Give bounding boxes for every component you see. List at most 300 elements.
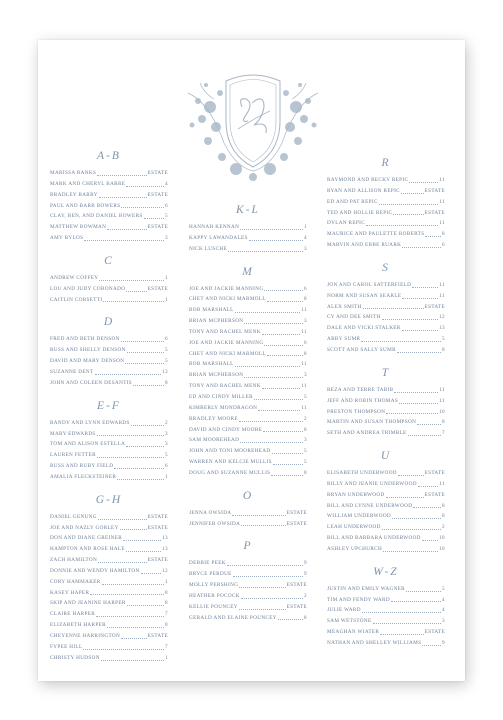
table-assignment: ESTATE — [424, 629, 445, 636]
dot-leader — [272, 453, 304, 454]
dot-leader — [393, 214, 423, 215]
dot-leader — [107, 627, 164, 628]
guest-row — [327, 407, 445, 418]
table-assignment: 8 — [304, 614, 307, 621]
dot-leader — [262, 388, 301, 389]
table-assignment: 9 — [442, 640, 445, 646]
table-assignment: 6 — [442, 242, 445, 249]
table-assignment: 5 — [442, 585, 445, 592]
guest-name: SAM WETSTONE — [327, 618, 372, 625]
guest-row — [327, 302, 445, 313]
table-assignment: 10 — [439, 535, 445, 542]
guest-name: ANDREW COFFEY — [50, 274, 99, 281]
dot-leader — [417, 424, 441, 425]
guest-name: AMALIA FLECKSTEINER — [50, 473, 117, 480]
table-assignment: 2 — [165, 419, 168, 426]
guest-row — [50, 201, 168, 212]
guest-row — [189, 613, 307, 624]
dot-leader — [418, 486, 439, 487]
crest-monogram-icon — [180, 63, 326, 187]
guest-row — [327, 533, 445, 544]
dot-leader — [239, 587, 285, 588]
table-assignment: 6 — [165, 202, 168, 209]
table-assignment: 3 — [304, 372, 307, 379]
guest-row — [327, 417, 445, 428]
guest-row — [50, 295, 168, 306]
table-assignment: 3 — [165, 430, 168, 437]
table-assignment: ESTATE — [147, 170, 168, 176]
table-assignment: ESTATE — [424, 470, 445, 477]
guest-name: BRYCE PERDUE — [189, 571, 232, 578]
dot-leader — [125, 363, 164, 364]
guest-name: DYLAN REPIC — [327, 220, 366, 227]
dot-leader — [141, 573, 162, 574]
letter-group — [50, 150, 168, 244]
table-assignment: ESTATE — [286, 603, 307, 610]
table-assignment: 6 — [165, 463, 168, 470]
guest-row — [189, 244, 307, 255]
dot-leader — [107, 229, 146, 230]
guest-name: ZACH HAMILTON — [50, 557, 98, 564]
guest-name: ELIZABETH HARPER — [50, 622, 106, 629]
guest-row — [327, 428, 445, 439]
dot-leader — [383, 551, 438, 552]
guest-row — [50, 273, 168, 284]
table-assignment: ESTATE — [286, 520, 307, 527]
guest-row — [189, 580, 307, 591]
dot-leader — [84, 240, 164, 241]
dot-leader — [126, 186, 164, 187]
guest-name: JOE AND JACKIE MANNING — [189, 285, 264, 292]
dot-leader — [127, 605, 164, 606]
dot-leader — [90, 594, 164, 595]
dot-leader — [127, 352, 164, 353]
dot-leader — [422, 540, 438, 541]
dot-leader — [394, 392, 438, 393]
table-assignment: 5 — [304, 448, 307, 455]
guest-name: CHET AND NICKI MARMOLL — [189, 350, 266, 357]
guest-row — [189, 508, 307, 519]
guest-row — [50, 450, 168, 461]
letter-group — [327, 367, 445, 439]
guest-row — [189, 425, 307, 436]
guest-row — [189, 284, 307, 295]
guest-row — [189, 222, 307, 233]
guest-row — [189, 381, 307, 392]
table-assignment: 5 — [165, 347, 168, 354]
table-assignment: 4 — [442, 596, 445, 603]
guest-name: PRESTON THOMPSON — [327, 408, 386, 415]
dot-leader — [264, 345, 303, 346]
guest-row — [327, 605, 445, 616]
table-assignment: 11 — [439, 281, 445, 288]
dot-leader — [271, 475, 303, 476]
dot-leader — [399, 403, 438, 404]
guest-name: MAURICE AND PAULETTE ROBERTS — [327, 231, 425, 238]
table-assignment: 2 — [304, 592, 307, 599]
dot-leader — [391, 601, 441, 602]
dot-leader — [241, 598, 303, 599]
table-assignment: ESTATE — [147, 557, 168, 564]
dot-leader — [363, 308, 424, 309]
table-assignment: 12 — [162, 567, 168, 574]
guest-row — [50, 609, 168, 620]
letter-heading: P — [243, 540, 253, 553]
guest-row — [327, 490, 445, 501]
table-assignment: 5 — [165, 213, 168, 220]
dot-leader — [239, 421, 303, 422]
table-assignment: 8 — [165, 600, 168, 607]
dot-leader — [123, 540, 161, 541]
table-assignment: 8 — [442, 346, 445, 353]
guest-name: LOU AND JUDY CORONADO — [50, 285, 126, 292]
dot-leader — [409, 182, 438, 183]
dot-leader — [228, 251, 303, 252]
table-assignment: ESTATE — [424, 303, 445, 310]
dot-leader — [362, 612, 441, 613]
table-assignment: 3 — [304, 318, 307, 325]
guest-name: SCOTT AND SALLY SUMR — [327, 346, 396, 353]
guest-row — [189, 602, 307, 613]
guest-name: WARREN AND KELCIE MULLIS — [189, 459, 272, 466]
dot-leader — [380, 634, 423, 635]
guest-name: JULIE WARD — [327, 607, 361, 614]
dot-leader — [412, 287, 438, 288]
dot-leader — [379, 204, 439, 205]
guest-name: PAUL AND BARB BOWERS — [50, 202, 121, 209]
dot-leader — [103, 301, 164, 302]
table-assignment: 8 — [304, 296, 307, 303]
dot-leader — [126, 551, 161, 552]
dot-leader — [101, 660, 164, 661]
guest-name: JOHN AND COLEEN DESANTIS — [50, 379, 133, 386]
table-assignment: ESTATE — [286, 509, 307, 516]
dot-leader — [97, 457, 164, 458]
letter-heading: T — [381, 366, 391, 379]
dot-leader — [361, 341, 441, 342]
guest-name: DOUG AND SUZANNE MULLIS — [189, 469, 271, 476]
guest-row — [327, 627, 445, 638]
dot-leader — [373, 623, 442, 624]
letter-heading: W-Z — [373, 565, 399, 578]
guest-name: DAVID AND CINDY MOORE — [189, 426, 263, 433]
table-assignment: 1 — [165, 274, 168, 281]
guest-name: SETH AND ANDREA TRIMBLE — [327, 430, 407, 437]
dot-leader — [117, 479, 164, 480]
table-assignment: 8 — [442, 513, 445, 520]
table-assignment: 3 — [304, 245, 307, 252]
guest-row — [189, 370, 307, 381]
table-assignment: 5 — [165, 358, 168, 365]
table-assignment: 13 — [162, 535, 168, 542]
table-assignment: 11 — [301, 307, 307, 314]
guest-row — [189, 591, 307, 602]
guest-row — [50, 429, 168, 440]
guest-name: CHEYENNE HARRINGTON — [50, 633, 121, 639]
table-assignment: 5 — [165, 452, 168, 459]
guest-name: AMY BYLOS — [50, 235, 84, 242]
guest-row — [327, 468, 445, 479]
dot-leader — [278, 619, 303, 620]
dot-leader — [239, 609, 286, 610]
guest-name: MATTHEW BOWMAN — [50, 224, 107, 231]
table-assignment: ESTATE — [424, 209, 445, 216]
guest-row — [50, 334, 168, 345]
table-assignment: 7 — [442, 430, 445, 437]
guest-row — [189, 435, 307, 446]
dot-leader — [144, 218, 164, 219]
guest-name: CHET AND NICKI MARMOLL — [189, 296, 266, 303]
guest-row — [50, 190, 168, 201]
dot-leader — [95, 374, 162, 375]
guest-name: MARISSA BANKS — [50, 170, 97, 176]
dot-leader — [240, 442, 303, 443]
guest-name: MARK AND CHERYL BARRE — [50, 180, 126, 187]
guest-row — [50, 523, 168, 534]
dot-leader — [235, 366, 301, 367]
letter-heading: C — [104, 254, 114, 267]
dot-leader — [126, 291, 146, 292]
guest-name: HEATHER POCOCK — [189, 592, 240, 599]
guest-row — [327, 345, 445, 356]
table-assignment: 1 — [165, 578, 168, 585]
guest-name: JOE AND NAZLY GORLEY — [50, 524, 119, 531]
guest-row — [189, 468, 307, 479]
guest-row — [189, 446, 307, 457]
guest-name: BILLY AND JEANIE UNDERWOOD — [327, 480, 417, 487]
table-assignment: 4 — [442, 607, 445, 614]
guest-name: JEFF AND ROBIN THOMAS — [327, 397, 399, 404]
table-assignment: 8 — [165, 379, 168, 386]
guest-row — [189, 327, 307, 338]
guest-name: KASEY HAPER — [50, 589, 90, 596]
guest-row — [50, 461, 168, 472]
table-assignment: 11 — [439, 177, 445, 183]
guest-name: REZA AND TERRE TABIB — [327, 386, 394, 393]
guest-name: CAITLIN CORSETTI — [50, 296, 103, 303]
guest-row — [327, 280, 445, 291]
dot-leader — [402, 298, 438, 299]
guest-row — [189, 305, 307, 316]
guest-name: RYAN AND ALLISON REPIC — [327, 187, 400, 194]
dot-leader — [97, 435, 164, 436]
guest-row — [50, 233, 168, 244]
guest-row — [327, 229, 445, 240]
guest-name: RUSS AND SHELLY DENSON — [50, 347, 126, 354]
dot-leader — [96, 616, 164, 617]
table-assignment: 1 — [165, 654, 168, 661]
guest-row — [50, 284, 168, 295]
table-assignment: ESTATE — [147, 633, 168, 639]
dot-leader — [392, 518, 441, 519]
table-assignment: 1 — [165, 296, 168, 303]
guest-row — [327, 479, 445, 490]
guest-name: DALE AND VICKI STALKER — [327, 325, 401, 332]
dot-leader — [126, 446, 164, 447]
guest-name: NATHAN AND SHELLEY WILLIAMS — [327, 640, 422, 646]
guest-row — [327, 334, 445, 345]
guest-row — [50, 345, 168, 356]
guest-row — [50, 367, 168, 378]
dot-leader — [402, 330, 438, 331]
table-assignment: 8 — [165, 622, 168, 629]
dot-leader — [425, 236, 441, 237]
letter-heading: O — [242, 489, 254, 502]
guest-name: SUZANNE DENT — [50, 368, 94, 375]
guest-row — [50, 631, 168, 642]
table-assignment: 5 — [304, 459, 307, 466]
guest-row — [50, 544, 168, 555]
table-assignment: 13 — [162, 546, 168, 553]
table-assignment: 2 — [304, 415, 307, 422]
guest-row — [189, 403, 307, 414]
table-assignment: 2 — [442, 524, 445, 531]
guest-row — [50, 588, 168, 599]
dot-leader — [249, 240, 303, 241]
table-assignment: 10 — [439, 408, 445, 415]
letter-heading: M — [242, 265, 254, 278]
guest-name: CY AND DEE SMITH — [327, 314, 381, 321]
guest-row — [327, 385, 445, 396]
table-assignment: 1 — [165, 473, 168, 480]
guest-name: JUSTIN AND EMILY WAGNER — [327, 585, 405, 592]
letter-group — [189, 490, 307, 530]
guest-row — [189, 349, 307, 360]
dot-leader — [401, 193, 424, 194]
guest-row — [50, 168, 168, 179]
guest-name: DON AND DIANE GREINER — [50, 535, 123, 542]
guest-row — [50, 653, 168, 664]
dot-leader — [240, 229, 303, 230]
letter-heading: G-H — [95, 493, 123, 506]
dot-leader — [406, 591, 441, 592]
guest-row — [327, 616, 445, 627]
guest-name: BRYAN UNDERWOOD — [327, 491, 385, 498]
dot-leader — [366, 225, 438, 226]
letter-group — [50, 494, 168, 664]
table-assignment: 8 — [442, 502, 445, 509]
guest-name: KELLIE POUNCEY — [189, 603, 238, 610]
guest-row — [327, 240, 445, 251]
table-assignment: 11 — [439, 220, 445, 227]
dot-leader — [386, 497, 424, 498]
guest-name: DANIEL GENUNG — [50, 513, 97, 520]
dot-leader — [98, 519, 147, 520]
guest-row — [189, 558, 307, 569]
guest-name: RANDY AND LYNN EDWARDS — [50, 419, 130, 426]
guest-name: SKIP AND JEANINE HARPER — [50, 600, 126, 607]
table-assignment: 8 — [442, 231, 445, 238]
guest-row — [189, 294, 307, 305]
guest-row — [327, 208, 445, 219]
guest-name: JON AND CAROL SATTERFIELD — [327, 281, 412, 288]
guest-name: BOB MARSHALL — [189, 361, 234, 368]
guest-name: DAVID AND MARY DENSON — [50, 358, 125, 365]
letter-heading: D — [103, 316, 115, 329]
letter-group — [189, 204, 307, 255]
guest-row — [327, 544, 445, 555]
letter-heading: S — [382, 261, 390, 274]
guest-name: LEAH UNDERWOOD — [327, 524, 381, 531]
guest-row — [50, 378, 168, 389]
guest-name: DEBBIE PEEK — [189, 560, 226, 567]
guest-row — [327, 175, 445, 186]
guest-name: TIM AND FENDY WARD — [327, 596, 390, 603]
guest-name: CORY HAMMAKER — [50, 578, 101, 585]
guest-row — [189, 233, 307, 244]
guest-name: JENNIFER OWSIDA — [189, 520, 241, 527]
guest-name: MEAGHAN WIATER — [327, 629, 380, 636]
guest-row — [189, 392, 307, 403]
table-assignment: 6 — [165, 336, 168, 343]
letter-heading: E-F — [97, 399, 121, 412]
guest-name: LAUREN FETTER — [50, 452, 96, 459]
dot-leader — [121, 341, 164, 342]
guest-row — [189, 359, 307, 370]
guest-name: TOM AND ALISON ESTELLA — [50, 441, 126, 448]
dot-leader — [97, 175, 146, 176]
guest-row — [327, 291, 445, 302]
table-assignment: 5 — [442, 336, 445, 343]
dot-leader — [244, 323, 303, 324]
dot-leader — [413, 507, 441, 508]
dot-leader — [398, 475, 424, 476]
table-assignment: ESTATE — [147, 224, 168, 231]
table-assignment: ESTATE — [286, 582, 307, 589]
guest-row — [327, 186, 445, 197]
guest-name: BILL AND BARBARA UNDERWOOD — [327, 535, 421, 542]
table-assignment: 9 — [304, 571, 307, 578]
table-assignment: 6 — [304, 339, 307, 346]
guest-name: DONNIE AND WENDY HAMILTON — [50, 567, 140, 574]
table-assignment: 8 — [304, 426, 307, 433]
guest-row — [327, 584, 445, 595]
table-assignment: 7 — [165, 611, 168, 618]
dot-leader — [114, 468, 164, 469]
column-left — [50, 150, 168, 675]
guest-name: TONY AND RACHEL MENK — [189, 383, 261, 390]
dot-leader — [273, 464, 303, 465]
letter-group — [327, 157, 445, 251]
guest-row — [189, 414, 307, 425]
guest-row — [327, 595, 445, 606]
guest-name: RAYMOND AND BECKY REPIC — [327, 177, 409, 183]
dot-leader — [120, 529, 147, 530]
table-assignment: 11 — [301, 404, 307, 411]
table-assignment: 11 — [301, 328, 307, 335]
dot-leader — [382, 319, 438, 320]
table-assignment: 11 — [439, 198, 445, 205]
table-assignment: 3 — [442, 618, 445, 625]
dot-leader — [233, 576, 303, 577]
guest-name: ELISABETH UNDERWOOD — [327, 470, 397, 477]
dot-leader — [402, 247, 441, 248]
table-assignment: ESTATE — [147, 285, 168, 292]
guest-row — [327, 396, 445, 407]
guest-name: MARY EDWARDS — [50, 430, 96, 437]
guest-row — [50, 598, 168, 609]
guest-row — [50, 356, 168, 367]
column-right — [327, 157, 445, 660]
guest-name: ED AND CINDY MILLER — [189, 393, 253, 400]
guest-row — [50, 418, 168, 429]
guest-row — [50, 472, 168, 483]
guest-row — [189, 519, 307, 530]
guest-row — [327, 218, 445, 229]
table-assignment: 11 — [301, 361, 307, 368]
dot-leader — [98, 562, 147, 563]
letter-group — [327, 450, 445, 555]
